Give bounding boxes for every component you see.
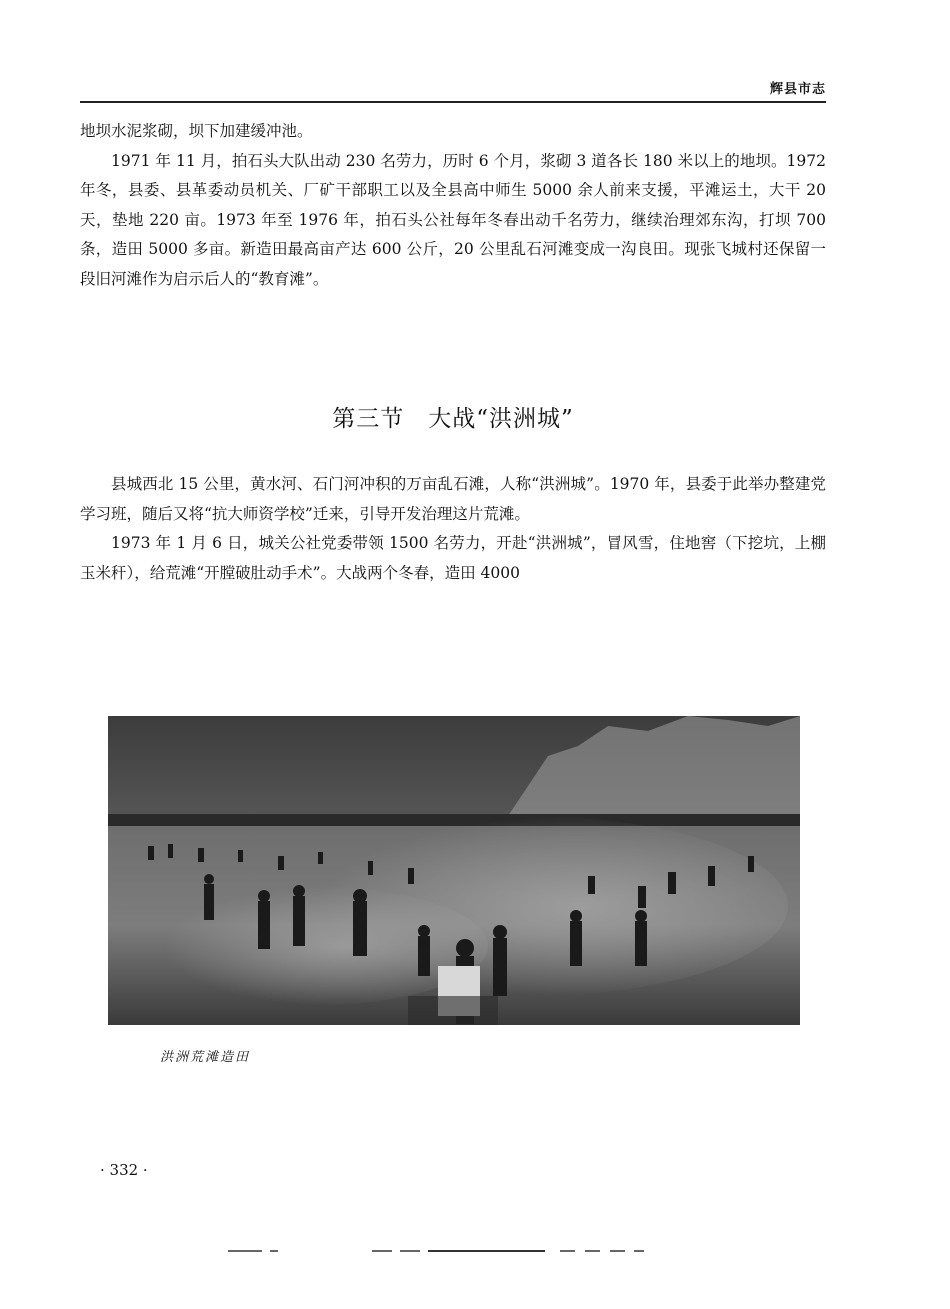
land-reclamation-photo <box>108 716 800 1025</box>
text-block-top <box>80 117 826 294</box>
text-block-bottom <box>80 470 826 588</box>
scan-artifact-marks <box>0 1240 950 1260</box>
paragraph: 县城西北 15 公里，黄水河、石门河冲积的万亩乱石滩，人称“洪洲城”。1970 年，县委于此举办整建党学习班，随后又将“抗大师资学校”迁来，引导开发治理这片荒滩。 <box>80 475 826 523</box>
paragraph: 地坝水泥浆砌，坝下加建缓冲池。 <box>80 122 313 140</box>
header-rule <box>80 101 826 103</box>
section-title: 第三节 大战“洪洲城” <box>332 406 574 432</box>
page-number: · 332 · <box>100 1161 148 1179</box>
paragraph: 1971 年 11 月，拍石头大队出动 230 名劳力，历时 6 个月，浆砌 3 道各长 180 米以上的地坝。1972 年冬，县委、县革委动员机关、厂矿干部职工以及全县高中师生 5000 余人前来支援，平滩运土，大干 20 天，垫地 220 亩。1973 年至 1976 年，拍石头公社每年冬春出动千名劳力，继续治理郊东沟，打坝 700 条，造田 5000 多亩。新造田最高亩产达 600 公斤，20 公里乱石河滩变成一沟良田。现张飞城村还保留一段旧河滩作为启示后人的“教育滩”。 <box>80 151 826 288</box>
running-header: 辉县市志 <box>769 82 826 97</box>
paragraph: 1973 年 1 月 6 日，城关公社党委带领 1500 名劳力，开赴“洪洲城”，冒风雪，住地窖（下挖坑，上棚玉米秆），给荒滩“开膛破肚动手术”。大战两个冬春，造田 4000 <box>80 534 826 582</box>
photo-caption: 洪洲荒滩造田 <box>160 1050 251 1065</box>
